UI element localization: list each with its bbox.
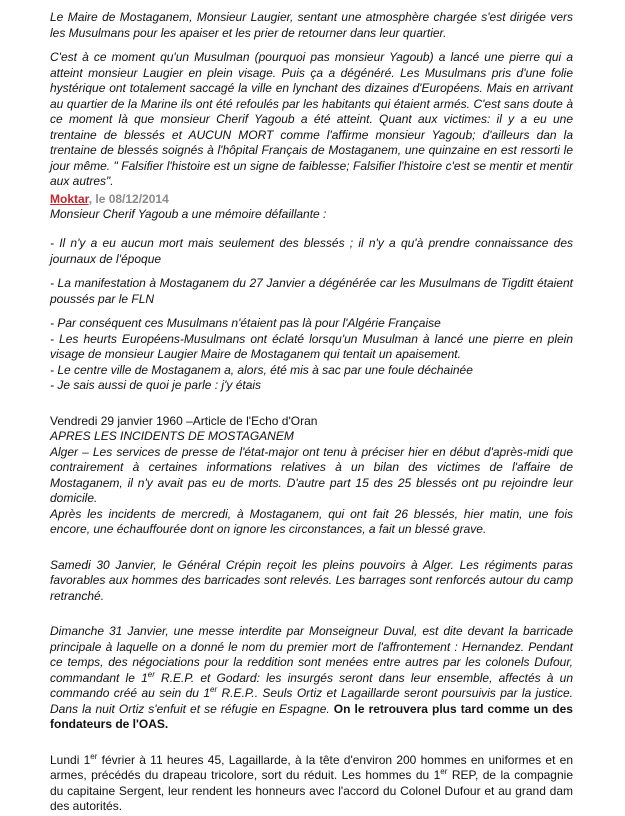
article-paragraph-alger: Alger – Les services de presse de l'état-major ont tenu à préciser hier en début d'après-midi que contrairement à certaines informations relatives à un bilan des victimes de l'affaire de Mostaganem, il n'y avait pas eu de morts. D'autre part 15 des 25 blessés ont pu rejoindre leur domicile. xyxy=(50,444,573,505)
paragraph-memory: Monsieur Cherif Yagoub a une mémoire défaillante : xyxy=(50,206,327,221)
paragraph-mayor: Le Maire de Mostaganem, Monsieur Laugier, sentant une atmosphère chargée s'est dirigée vers les Musulmans pour les apaiser et les prier de retourner dans leur quartier. xyxy=(50,10,573,40)
comment-date: , le 08/12/2014 xyxy=(88,191,169,206)
paragraph-saturday: Samedi 30 Janvier, le Général Crépin reçoit les pleins pouvoirs à Alger. Les régiments paras favorables aux hommes des barricades sont relevés. Les barrages sont renforcés autour du camp retranché. xyxy=(50,557,573,603)
list-item-witness: - Je sais aussi de quoi je parle : j'y étais xyxy=(50,378,262,392)
article-headline: APRES LES INCIDENTS DE MOSTAGANEM xyxy=(50,429,294,443)
paragraph-monday: Lundi 1er février à 11 heures 45, Lagaillarde, à la tête d'environ 200 hommes en uniformes et en armes, précédés du drapeau tricolore, sort du réduit. Les hommes du 1er REP, de la compagnie du capitaine Sergent, leur rendent les honneurs avec l'accord du Colonel Dufour et au grand dam des autorités. xyxy=(50,751,573,813)
list-item-city-center: - Le centre ville de Mostaganem a, alors, été mis à sac par une foule déchainée xyxy=(50,362,473,377)
paragraph-sunday: Dimanche 31 Janvier, une messe interdite par Monseigneur Duval, est dite devant la barricade principale à laquelle on a donné le nom du premier mort de l'affrontement : Hernandez. Pendant ce temps, des négociations pour la reddition sont menées entre autres par les colonels Dufour, commandant le 1er R.E.P. et Godard: les insurgés seront dans leur ensemble, affectés à un commando créé au sein du 1er R.E.P.. Seuls Ortiz et Lagaillarde seront poursuivis par la justice. Dans la nuit Ortiz s'enfuit et se réfugie en Espagne. On le retrouvera plus tard comme un des fondateurs de l'OAS. xyxy=(50,624,573,731)
list-item-consequence: - Par conséquent ces Musulmans n'étaient pas là pour l'Algérie Française xyxy=(50,316,441,330)
oas-bold-sentence: On le retrouvera plus tard comme un des fondateurs de l'OAS. xyxy=(50,701,573,731)
list-item-clashes: - Les heurts Européens-Musulmans ont éclaté lorsqu'un Musulman à lancé une pierre en plein visage de monsieur Laugier Maire de Mostaganem qui tentait un apaisement. xyxy=(50,331,573,361)
article-paragraph-wednesday: Après les incidents de mercredi, à Mostaganem, qui ont fait 26 blessés, hier matin, une fois encore, une échauffourée dont on ignore les circonstances, a fait un blessé grave. xyxy=(50,506,573,536)
article-dateline: Vendredi 29 janvier 1960 –Article de l'Echo d'Oran xyxy=(50,413,318,428)
comment-header xyxy=(50,192,573,207)
comment-author-link[interactable]: Moktar xyxy=(50,191,89,206)
list-item-no-death: - Il n'y a eu aucun mort mais seulement des blessés ; il n'y a qu'à prendre connaissance des journaux de l'époque xyxy=(50,236,573,266)
paragraph-stone-incident: C'est à ce moment qu'un Musulman (pourquoi pas monsieur Yagoub) a lancé une pierre qui a atteint monsieur Laugier en plein visage. Puis ça a dégénéré. Les Musulmans pris d'une folie hystérique ont totalement saccagé la ville en lynchant des dizaines d'Européens. Mais en arrivant au quartier de la Marine ils ont été refoulés par les habitants qui étaient armés. C'est sans doute à ce moment là que monsieur Cherif Yagoub a été atteint. Quant aux victimes: il y a eu une trentaine de blessés et AUCUN MORT comme l'affirme monsieur Yagoub; d'ailleurs dan la trentaine de blessés soignés à l'hôpital Français de Mostaganem, une quinzaine en est ressorti le jour même. " Falsifier l'histoire est un signe de faiblesse; Falsifier l'histoire c'est se mentir et mentir aux autres". xyxy=(50,50,573,188)
list-item-demonstration: - La manifestation à Mostaganem du 27 Janvier a dégénérée car les Musulmans de Tigditt étaient poussés par le FLN xyxy=(50,276,573,306)
